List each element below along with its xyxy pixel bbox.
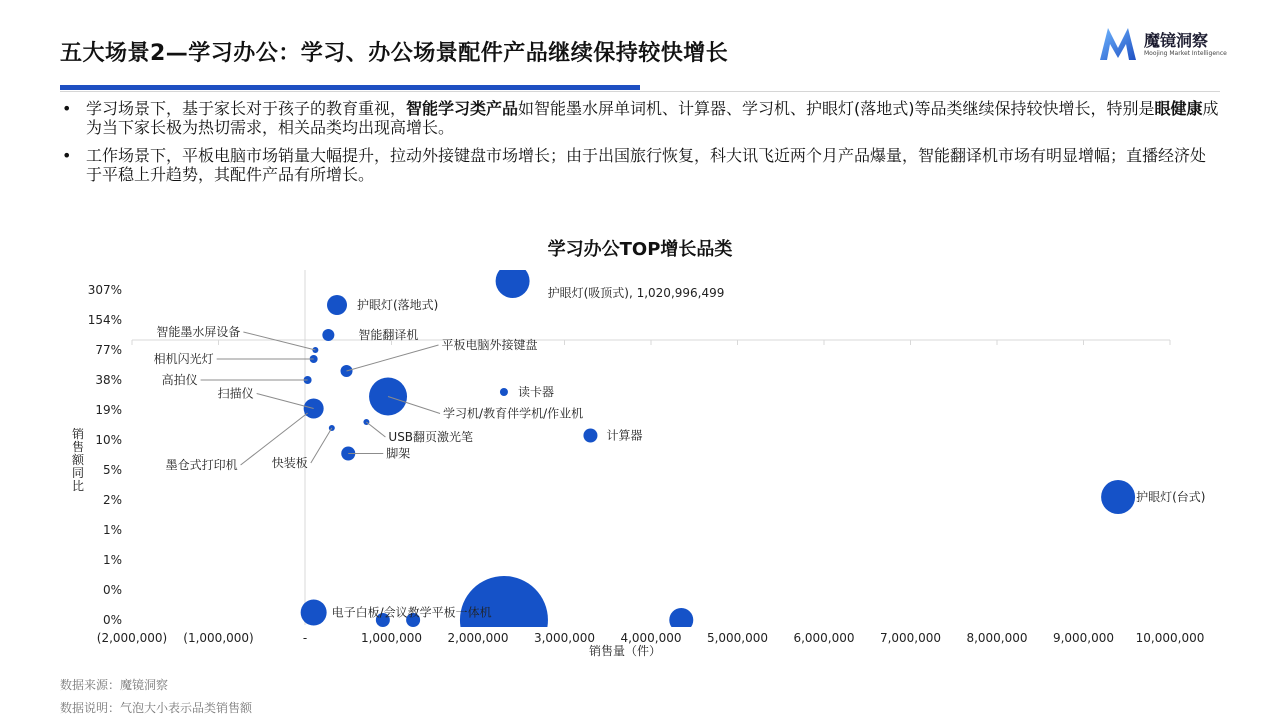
x-tick-label: 3,000,000: [533, 631, 596, 645]
x-tick-label: 2,000,000: [447, 631, 509, 645]
x-tick-label: 6,000,000: [793, 631, 855, 645]
bubble-label: 墨仓式打印机: [165, 458, 238, 472]
x-tick-label: 9,000,000: [1052, 631, 1115, 645]
logo-subtitle: Moojing Market Intelligence: [1144, 50, 1227, 57]
bubble-label: 读卡器: [517, 385, 554, 399]
bubble-label: 学习机/教育伴学机/作业机: [443, 406, 584, 421]
bubble-label: 扫描仪: [217, 386, 254, 401]
bullet-text: 如智能墨水屏单词机、计算器、学习机、护眼灯(落地式)等品类继续保持较快增长，特别是: [518, 99, 1155, 118]
bullet-item: [60, 146, 1220, 184]
y-axis-label: 销售额同比: [72, 427, 85, 493]
bubble-label: 快装板: [271, 456, 308, 470]
bubble-point: [496, 264, 530, 298]
bubble-label: 高拍仪: [161, 373, 198, 387]
bubble-label: 护眼灯(吸顶式), 1,020,996,499: [547, 286, 725, 300]
bubble-label: 智能翻译机: [358, 328, 419, 342]
bullet-highlight: 智能学习类产品: [406, 99, 519, 118]
bullet-highlight: 眼健康: [1154, 99, 1203, 118]
x-tick-label: (2,000,000): [96, 631, 168, 645]
bubble-point: [322, 329, 334, 341]
leader-line: [347, 345, 439, 371]
y-tick-label: 10%: [95, 433, 122, 447]
y-tick-label: 38%: [95, 373, 122, 387]
bubble-label: 计算器: [606, 428, 643, 443]
bubble-chart: [0, 260, 1280, 660]
bubble-point: [301, 600, 327, 626]
bubble-label: 相机闪光灯: [153, 352, 214, 366]
x-tick-label: 5,000,000: [706, 631, 769, 645]
footer-note: 数据说明：气泡大小表示品类销售额: [60, 701, 253, 715]
y-tick-label: 1%: [102, 523, 122, 537]
bullet-dot: •: [62, 146, 72, 165]
logo-m-icon: [1096, 24, 1140, 64]
bullet-text: 成为当下家长极为热切需求，相关品类均出现高增长。: [86, 99, 1219, 137]
bubble-label: 护眼灯(台式): [1136, 490, 1206, 504]
title-accent-bar: [60, 85, 640, 90]
bubble-point: [1101, 480, 1135, 514]
bubble-point: [500, 388, 508, 396]
page-title: 五大场景2—学习办公：学习、办公场景配件产品继续保持较快增长: [60, 41, 729, 66]
bullet-dot: •: [62, 99, 72, 118]
x-tick-label: -: [302, 631, 308, 645]
y-tick-label: 2%: [102, 493, 122, 507]
bubble-point: [327, 295, 347, 315]
y-tick-label: 19%: [95, 403, 122, 417]
bullet-text: 工作场景下，平板电脑市场销量大幅提升，拉动外接键盘市场增长；由于出国旅行恢复，科大讯飞近两个月产品爆量，智能翻译机市场有明显增幅；直播经济处于平稳上升趋势，其配件产品有所增长。: [86, 146, 1207, 184]
x-axis-label: 销售量（件）: [588, 644, 662, 658]
y-tick-label: 5%: [102, 463, 122, 477]
y-tick-label: 77%: [95, 343, 122, 357]
leader-line: [366, 422, 385, 437]
bullet-text: 学习场景下，基于家长对于孩子的教育重视，: [86, 99, 407, 118]
bubble-point: [669, 608, 693, 632]
footer-source: 数据来源：魔镜洞察: [60, 678, 169, 692]
logo-name: 魔镜洞察: [1144, 31, 1209, 50]
bubble-label: 平板电脑外接键盘: [441, 338, 538, 352]
title-divider: [60, 91, 1220, 92]
bubble-label: 护眼灯(落地式): [357, 298, 439, 312]
x-tick-label: 7,000,000: [879, 631, 942, 645]
y-tick-label: 0%: [102, 613, 122, 627]
bubble-label: 脚架: [386, 446, 411, 461]
y-tick-label: 307%: [87, 283, 122, 297]
x-tick-label: 4,000,000: [620, 631, 682, 645]
leader-line: [311, 428, 332, 463]
bubble-label: 智能墨水屏设备: [156, 325, 241, 339]
bubble-label: 电子白板/会议教学平板一体机: [331, 605, 492, 620]
x-tick-label: (1,000,000): [183, 631, 254, 645]
brand-logo: [1096, 24, 1236, 66]
summary-bullets: [60, 99, 1220, 193]
bubble-label: USB翻页激光笔: [388, 430, 474, 444]
bubble-point: [583, 429, 597, 443]
x-tick-label: 8,000,000: [966, 631, 1028, 645]
chart-title: 学习办公TOP增长品类: [547, 239, 733, 260]
x-tick-label: 10,000,000: [1135, 631, 1205, 645]
y-tick-label: 0%: [102, 583, 122, 597]
y-tick-label: 154%: [87, 313, 122, 327]
bullet-item: [60, 99, 1220, 137]
x-tick-label: 1,000,000: [360, 631, 423, 645]
y-tick-label: 1%: [102, 553, 122, 567]
